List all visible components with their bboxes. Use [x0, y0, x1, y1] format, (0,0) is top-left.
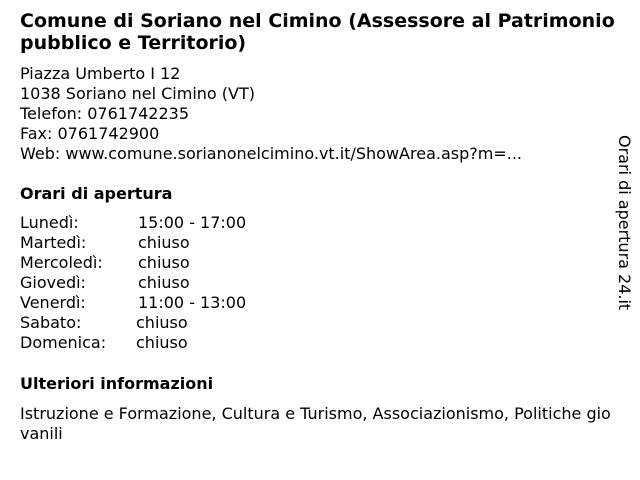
time-value: chiuso [138, 273, 190, 292]
day-label: Mercoledì: [20, 253, 103, 272]
day-label: Domenica: [20, 333, 107, 352]
day-label: Giovedì: [20, 273, 86, 292]
time-value: chiuso [138, 253, 190, 272]
day-label: Venerdì: [20, 293, 86, 312]
more-info-heading: Ulteriori informazioni [20, 374, 214, 393]
city-address: 1038 Soriano nel Cimino (VT) [20, 84, 255, 103]
phone-number: Telefon: 0761742235 [20, 104, 190, 123]
time-value: chiuso [136, 313, 188, 332]
page-title: Comune di Soriano nel Cimino (Assessore al Patrimonio pubblico e Territorio) [20, 10, 615, 54]
day-label: Lunedì: [20, 213, 79, 232]
time-value: chiuso [138, 233, 190, 252]
site-watermark: Orari di apertura 24.it [615, 135, 634, 311]
day-label: Martedì: [20, 233, 87, 252]
opening-hours-heading: Orari di apertura [20, 184, 173, 203]
time-value: 11:00 - 13:00 [138, 293, 247, 312]
more-info-text: Istruzione e Formazione, Cultura e Turismo, Associazionismo, Politiche giovanili [20, 404, 611, 443]
address-block [20, 64, 522, 164]
time-value: 15:00 - 17:00 [138, 213, 247, 232]
fax-number: Fax: 0761742900 [20, 124, 160, 143]
time-value: chiuso [136, 333, 188, 352]
day-label: Sabato: [20, 313, 82, 332]
street-address: Piazza Umberto I 12 [20, 64, 181, 83]
website-link[interactable]: Web: www.comune.sorianonelcimino.vt.it/ShowArea.asp?m=... [20, 144, 522, 163]
